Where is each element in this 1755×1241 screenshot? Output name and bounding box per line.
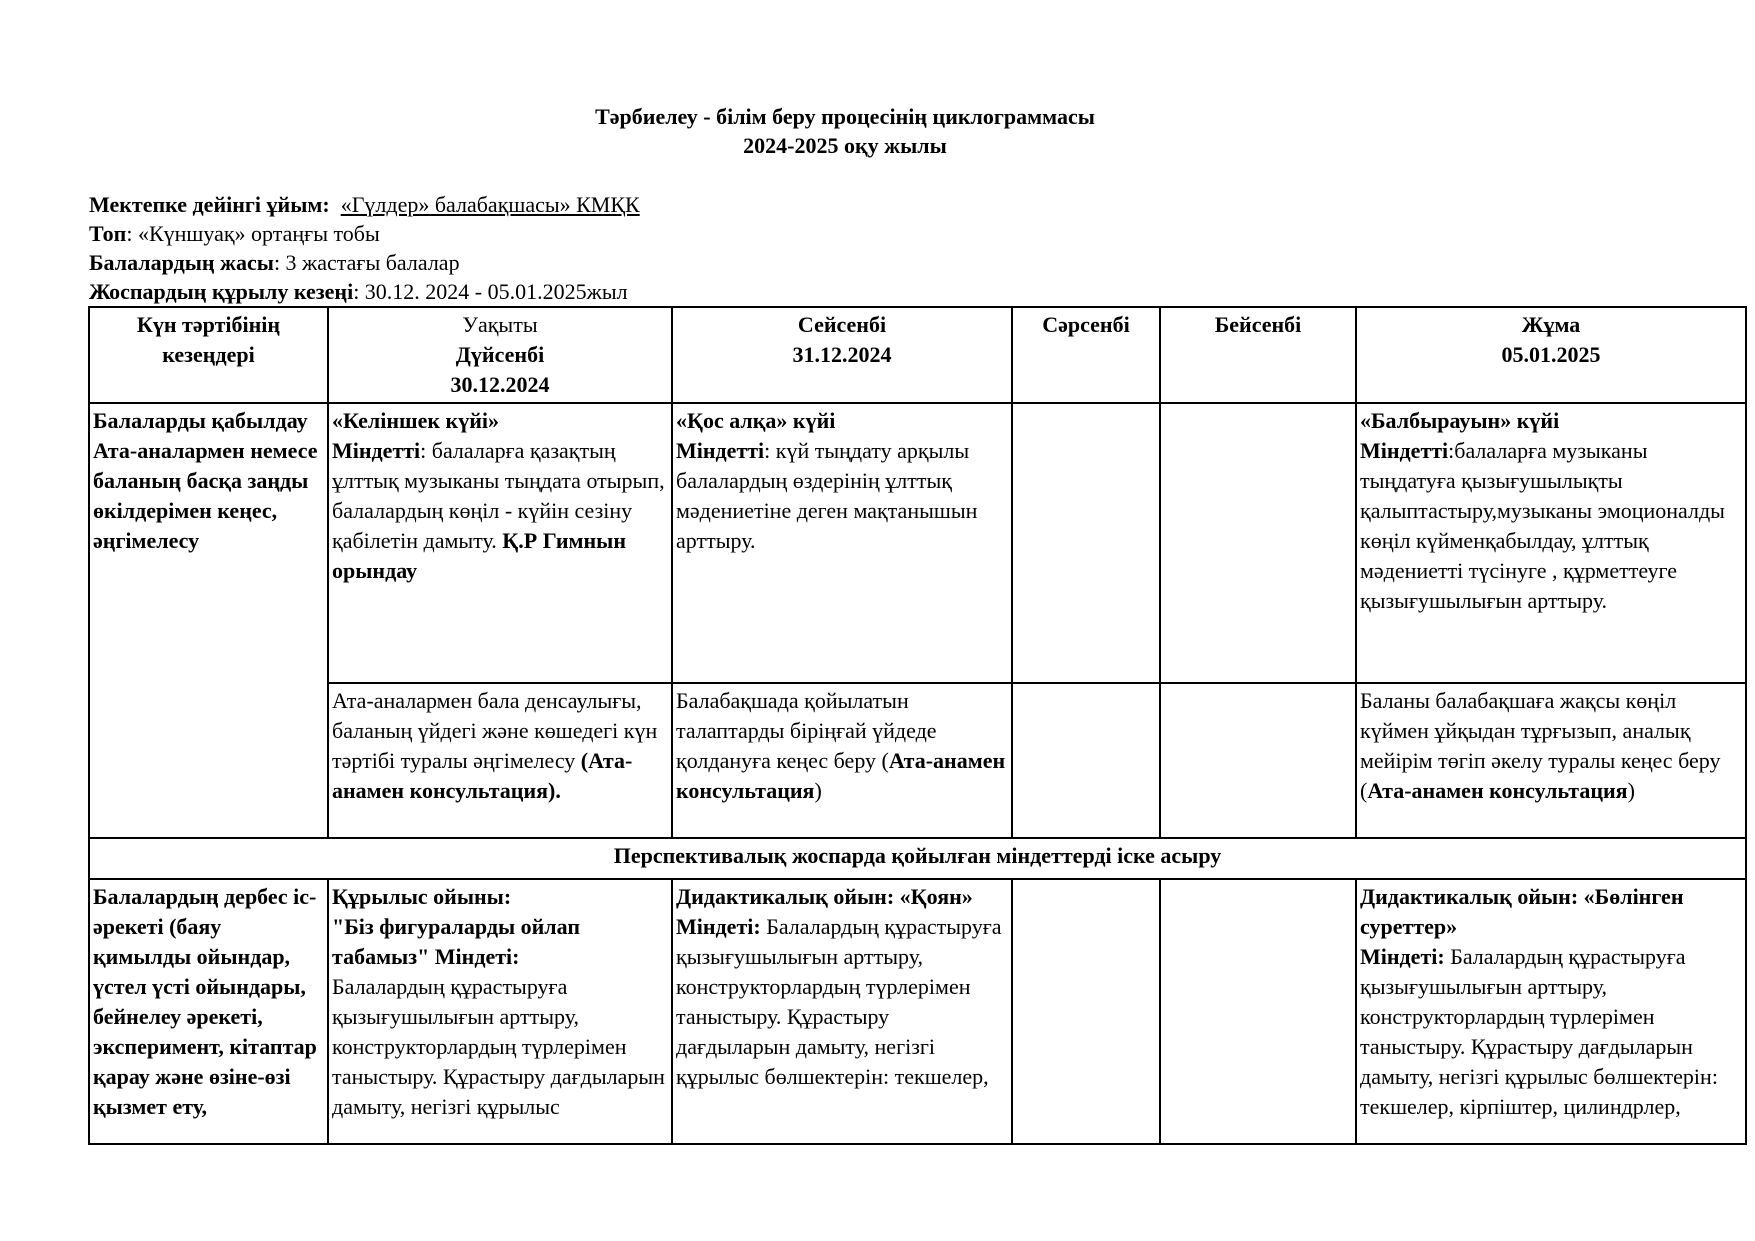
period-label: Жоспардың құрылу кезеңі xyxy=(89,279,354,304)
table-row xyxy=(89,403,1746,683)
header-monday xyxy=(328,307,672,403)
org-label: Мектепке дейінгі ұйым: xyxy=(89,192,330,217)
table-header-row xyxy=(89,307,1746,403)
monday-independent: Құрылыс ойыны: "Біз фигураларды ойлап табамыз" Міндеті: Балалардың құрастыруға қызығушылығын арттыру, конструкторлардың түрлерімен таныстыру. Құрастыру дағдыларын дамыту, негізгі құрылыс xyxy=(328,879,672,1144)
tuesday-independent-title: Дидактикалық ойын: «Қоян» xyxy=(676,884,973,909)
table-row xyxy=(89,683,1746,838)
header-tuesday-day: Сейсенбі xyxy=(797,312,887,337)
wednesday-activity xyxy=(1012,403,1160,683)
header-tuesday xyxy=(672,307,1012,403)
cyclogram-table xyxy=(88,306,1747,1145)
wednesday-consultation xyxy=(1012,683,1160,838)
group-label: Топ xyxy=(89,221,127,246)
thursday-independent xyxy=(1160,879,1356,1144)
friday-consultation: Баланы балабақшаға жақсы көңіл күймен ұйқыдан тұрғызып, аналық мейірім төгіп әкелу туралы кеңес беру (Ата-анамен консультация) xyxy=(1356,683,1746,838)
table-row xyxy=(89,879,1746,1144)
stage-reception: Балаларды қабылдау Ата-аналармен немесе баланың басқа заңды өкілдерімен кеңес, әңгімелесу xyxy=(89,403,328,838)
tuesday-consultation: Балабақшада қойылатын талаптарды біріңғай үйдеде қолдануға кеңес беру (Ата-анамен консультация) xyxy=(672,683,1012,838)
header-friday xyxy=(1356,307,1746,403)
header-wednesday: Сәрсенбі xyxy=(1012,307,1160,403)
meta-period xyxy=(89,277,628,306)
header-thursday: Бейсенбі xyxy=(1160,307,1356,403)
org-value: «Гүлдер» балабақшасы» КМҚК xyxy=(340,192,640,217)
monday-independent-title: Құрылыс ойыны: "Біз фигураларды ойлап табамыз" Міндеті: xyxy=(332,884,581,969)
age-value: : 3 жастағы балалар xyxy=(273,250,460,275)
document-subtitle: 2024-2025 оқу жылы xyxy=(743,133,947,158)
thursday-activity xyxy=(1160,403,1356,683)
group-value: : «Күншуақ» ортаңғы тобы xyxy=(126,221,380,246)
friday-activity-title: «Балбырауын» күйі xyxy=(1360,408,1560,433)
period-value: : 30.12. 2024 - 05.01.2025жыл xyxy=(353,279,628,304)
section-title: Перспективалық жоспарда қойылған міндеттерді іске асыру xyxy=(89,838,1746,879)
thursday-consultation xyxy=(1160,683,1356,838)
header-friday-date: 05.01.2025 xyxy=(1501,342,1601,367)
age-label: Балалардың жасы xyxy=(89,250,274,275)
meta-organization xyxy=(89,190,640,219)
header-monday-date: 30.12.2024 xyxy=(450,372,550,397)
friday-activity: «Балбырауын» күйі Міндетті:балаларға музыканы тыңдатуға қызығушылықты қалыптастыру,музыканы эмоционалды көңіл күйменқабылдау, ұлттық мәдениетті түсінуге , құрметтеуге қызығушылығын арттыру. xyxy=(1356,403,1746,683)
tuesday-independent: Дидактикалық ойын: «Қоян» Міндеті: Балалардың құрастыруға қызығушылығын арттыру, конструкторлардың түрлерімен таныстыру. Құрастыру дағдыларын дамыту, негізгі құрылыс бөлшектерін: текшелер, xyxy=(672,879,1012,1144)
meta-group xyxy=(89,219,380,248)
header-stages: Күн тәртібінің кезеңдері xyxy=(89,307,328,403)
section-row xyxy=(89,838,1746,879)
friday-independent-title: Дидактикалық ойын: «Бөлінген суреттер» xyxy=(1360,884,1684,939)
document-title: Тәрбиелеу - білім беру процесінің циклограммасы xyxy=(595,104,1095,129)
header-tuesday-date: 31.12.2024 xyxy=(792,342,892,367)
header-time-label: Уақыты xyxy=(462,312,538,337)
friday-independent: Дидактикалық ойын: «Бөлінген суреттер» Міндеті: Балалардың құрастыруға қызығушылығын арттыру, конструкторлардың түрлерімен таныстыру. Құрастыру дағдыларын дамыту, негізгі құрылыс бөлшектерін: текшелер, кірпіштер, цилиндрлер, xyxy=(1356,879,1746,1144)
header-monday-day: Дүйсенбі xyxy=(455,342,545,367)
tuesday-activity-title: «Қос алқа» күйі xyxy=(676,408,836,433)
wednesday-independent xyxy=(1012,879,1160,1144)
monday-activity: «Келіншек күйі» Міндетті: балаларға қазақтың ұлттық музыканы тыңдата отырып, балалардың көңіл - күйін сезіну қабілетін дамыту. Қ.Р Гимнын орындау xyxy=(328,403,672,683)
monday-activity-title: «Келіншек күйі» xyxy=(332,408,499,433)
stage-independent-activity: Балалардың дербес іс-әрекеті (баяу қимылды ойындар, үстел үсті ойындары, бейнелеу әрекеті, эксперимент, кітаптар қарау және өзіне-өзі қызмет ету, xyxy=(89,879,328,1144)
header-friday-day: Жұма xyxy=(1521,312,1581,337)
monday-consultation: Ата-аналармен бала денсаулығы, баланың үйдегі және көшедегі күн тәртібі туралы әңгімелесу (Ата-анамен консультация). xyxy=(328,683,672,838)
meta-age xyxy=(89,248,460,277)
tuesday-activity: «Қос алқа» күйі Міндетті: күй тыңдату арқылы балалардың өздерінің ұлттық мәдениетіне деген мақтанышын арттыру. xyxy=(672,403,1012,683)
